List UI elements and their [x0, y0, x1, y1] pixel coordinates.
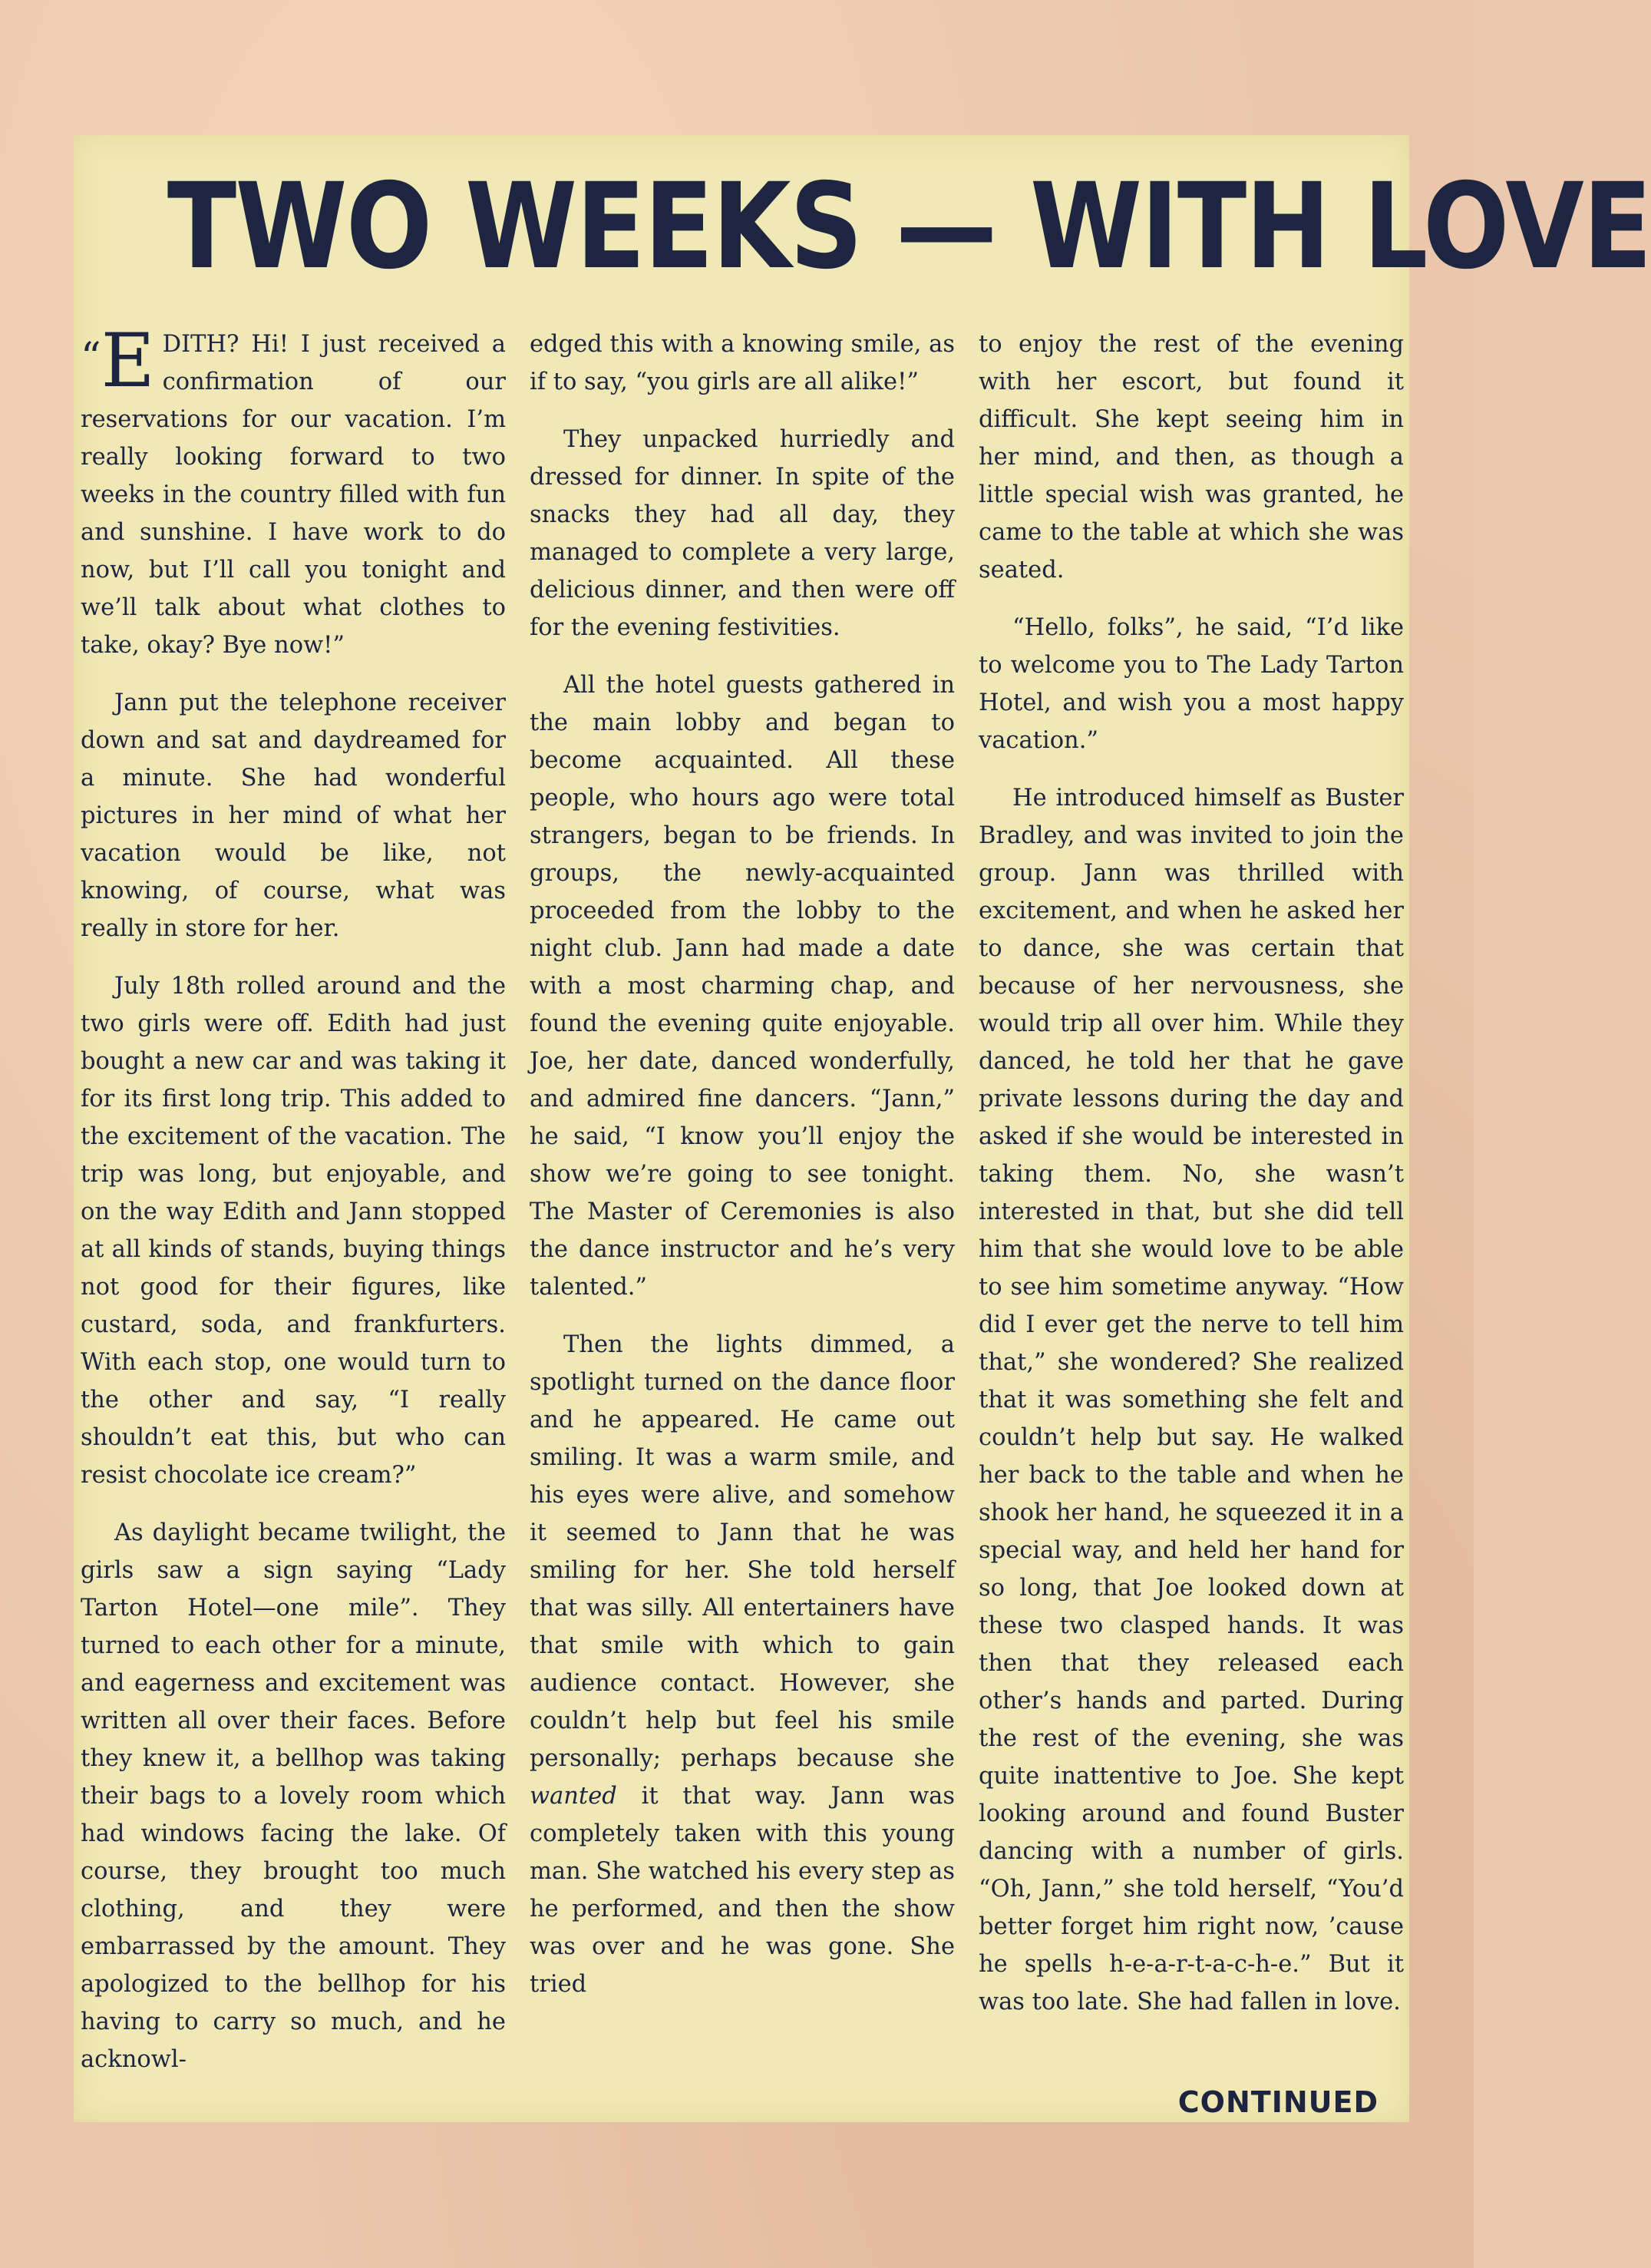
- paragraph: “Hello, folks”, he said, “I’d like to welcome you to The Lady Tarton Hotel, and wish you a most happy vacation.”: [979, 614, 1404, 754]
- paragraph: They unpacked hurriedly and dressed for dinner. In spite of the snacks they had all day, they managed to complete a very large, delicious dinner, and then were off for the evening festivities.: [530, 426, 955, 641]
- column-2: [530, 326, 955, 2038]
- column-3: [979, 326, 1404, 2038]
- continued-label: CONTINUED: [1177, 2085, 1379, 2119]
- paragraph: As daylight became twilight, the girls saw a sign saying “Lady Tarton Hotel—one mile”. They turned to each other for a minute, and eagerness and excitement was written all over their faces. Before they knew it, a bellhop was taking their bags to a lovely room which had windows facing the lake. Of course, they brought too much clothing, and they were embarrassed by the amount. They apologized to the bellhop for his having to carry so much, and he acknowl-: [81, 1519, 506, 2073]
- paragraph: edged this with a knowing smile, as if to say, “you girls are all alike!”: [530, 331, 955, 395]
- paragraph: Jann put the telephone receiver down and sat and daydreamed for a minute. She had wonderful pictures in her mind of what her vacation would be like, not knowing, of course, what was really in store for her.: [81, 689, 506, 942]
- paragraph: All the hotel guests gathered in the main lobby and began to become acquainted. All these people, who hours ago were total strangers, began to be friends. In groups, the newly-acquainted proceeded from the lobby to the night club. Jann had made a date with a most charming chap, and found the evening quite enjoyable. Joe, her date, danced wonderfully, and admired fine dancers. “Jann,” he said, “I know you’ll enjoy the show we’re going to see tonight. The Master of Ceremonies is also the dance instructor and he’s very talented.”: [530, 672, 955, 1301]
- paragraph: He introduced himself as Buster Bradley, and was invited to join the group. Jann was thrilled with excitement, and when he asked her to dance, she was certain that because of her nervousness, she would trip all over him. While they danced, he told her that he gave private lessons during the day and asked if she would be interested in taking them. No, she wasn’t interested in that, but she did tell him that she would love to be able to see him sometime anyway. “How did I ever get the nerve to tell him that,” she wondered? She realized that it was something she felt and couldn’t help but say. He walked her back to the table and when he shook her hand, he squeezed it in a special way, and held her hand for so long, that Joe looked down at these two clasped hands. It was then that they released each other’s hands and parted. During the rest of the evening, she was quite inattentive to Joe. She kept looking around and found Buster dancing with a number of girls. “Oh, Jann,” she told herself, “You’d better forget him right now, ’cause he spells h-e-a-r-t-a-c-h-e.” But it was too late. She had fallen in love.: [979, 785, 1404, 2015]
- text-columns: [81, 318, 1404, 2073]
- column-1: [81, 318, 506, 2073]
- story-panel: [74, 135, 1651, 2122]
- paragraph: to enjoy the rest of the evening with her escort, but found it difficult. She kept seeing him in her mind, and then, as though a little special wish was granted, he came to the table at which she was seated.: [979, 331, 1404, 584]
- story-title: TWO WEEKS — WITH LOVE: [167, 158, 1651, 296]
- drop-cap: “E: [81, 318, 155, 404]
- paragraph: Then the lights dimmed, a spotlight turned on the dance floor and he appeared. He came out smiling. It was a warm smile, and his eyes were alive, and somehow it seemed to Jann that he was smiling for her. She told herself that was silly. All entertainers have that smile with which to gain audience contact. However, she couldn’t help but feel his smile personally; perhaps because she wanted it that way. Jann was completely taken with this young man. She watched his every step as he performed, and then the show was over and he was gone. She tried: [530, 1331, 956, 1998]
- paragraph: “E DITH? Hi! I just received a confirmation of our reservations for our vacation. I’m really looking forward to two weeks in the country filled with fun and sunshine. I have work to do now, but I’ll call you tonight and we’ll talk about what clothes to take, okay? Bye now!”: [81, 318, 506, 659]
- paragraph: July 18th rolled around and the two girls were off. Edith had just bought a new car and was taking it for its first long trip. This added to the excitement of the vacation. The trip was long, but enjoyable, and on the way Edith and Jann stopped at all kinds of stands, buying things not good for their figures, like custard, soda, and frankfurters. With each stop, one would turn to the other and say, “I really shouldn’t eat this, but who can resist chocolate ice cream?”: [81, 973, 506, 1489]
